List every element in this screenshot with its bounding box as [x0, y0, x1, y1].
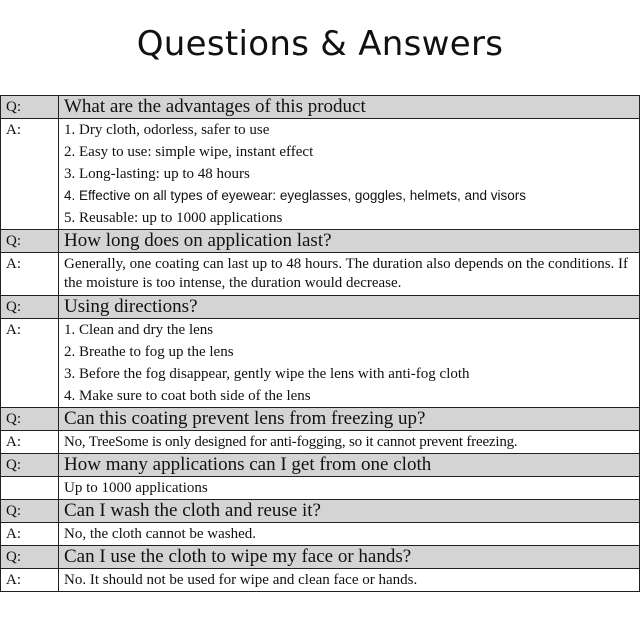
- question-label: Q:: [1, 454, 59, 477]
- answer-paragraph: Generally, one coating can last up to 48 hours. The duration also depends on the conditions. If the moisture is too intense, the duration would decrease.: [64, 256, 629, 291]
- answer-line: 2. Easy to use: simple wipe, instant effect: [64, 144, 314, 160]
- answer-line: 1. Clean and dry the lens: [64, 322, 214, 338]
- answer-row: [1, 477, 640, 500]
- answer-text: [59, 253, 640, 296]
- answer-text: No. It should not be used for wipe and clean face or hands.: [59, 569, 640, 592]
- question-text: How many applications can I get from one cloth: [59, 454, 640, 477]
- answer-label: A:: [1, 523, 59, 546]
- answer-list: [59, 119, 640, 230]
- answer-row: [1, 431, 640, 454]
- answer-text: No, the cloth cannot be washed.: [59, 523, 640, 546]
- answer-line: 2. Breathe to fog up the lens: [64, 344, 234, 360]
- answer-label: A:: [1, 119, 59, 230]
- question-row: [1, 546, 640, 569]
- question-row: [1, 296, 640, 319]
- answer-line: 3. Before the fog disappear, gently wipe the lens with anti-fog cloth: [64, 366, 470, 382]
- question-row: [1, 96, 640, 119]
- answer-line: 4. Effective on all types of eyewear: eyeglasses, goggles, helmets, and visors: [64, 188, 526, 203]
- question-text: Using directions?: [59, 296, 640, 319]
- question-row: [1, 454, 640, 477]
- answer-row: [1, 119, 640, 230]
- question-label: Q:: [1, 296, 59, 319]
- answer-text: Up to 1000 applications: [59, 477, 640, 500]
- question-row: [1, 230, 640, 253]
- qa-table: [0, 95, 640, 592]
- question-label: Q:: [1, 96, 59, 119]
- answer-row: [1, 569, 640, 592]
- page-title: Questions & Answers: [136, 24, 504, 64]
- answer-label: A:: [1, 569, 59, 592]
- answer-label-empty: [1, 477, 59, 500]
- answer-row: [1, 319, 640, 408]
- question-text: How long does on application last?: [59, 230, 640, 253]
- question-label: Q:: [1, 500, 59, 523]
- question-label: Q:: [1, 408, 59, 431]
- answer-label: A:: [1, 319, 59, 408]
- answer-line: 4. Make sure to coat both side of the lens: [64, 388, 311, 404]
- answer-line: 1. Dry cloth, odorless, safer to use: [64, 122, 270, 138]
- answer-row: [1, 253, 640, 296]
- question-text: Can I wash the cloth and reuse it?: [59, 500, 640, 523]
- answer-line: 3. Long-lasting: up to 48 hours: [64, 166, 250, 182]
- question-row: [1, 500, 640, 523]
- answer-row: [1, 523, 640, 546]
- question-row: [1, 408, 640, 431]
- answer-label: A:: [1, 431, 59, 454]
- question-text: Can this coating prevent lens from freezing up?: [59, 408, 640, 431]
- question-label: Q:: [1, 546, 59, 569]
- answer-line: 5. Reusable: up to 1000 applications: [64, 210, 283, 226]
- question-label: Q:: [1, 230, 59, 253]
- question-text: Can I use the cloth to wipe my face or hands?: [59, 546, 640, 569]
- answer-text: No, TreeSome is only designed for anti-fogging, so it cannot prevent freezing.: [59, 431, 640, 454]
- question-text: What are the advantages of this product: [59, 96, 640, 119]
- answer-label: A:: [1, 253, 59, 296]
- answer-list: [59, 319, 640, 408]
